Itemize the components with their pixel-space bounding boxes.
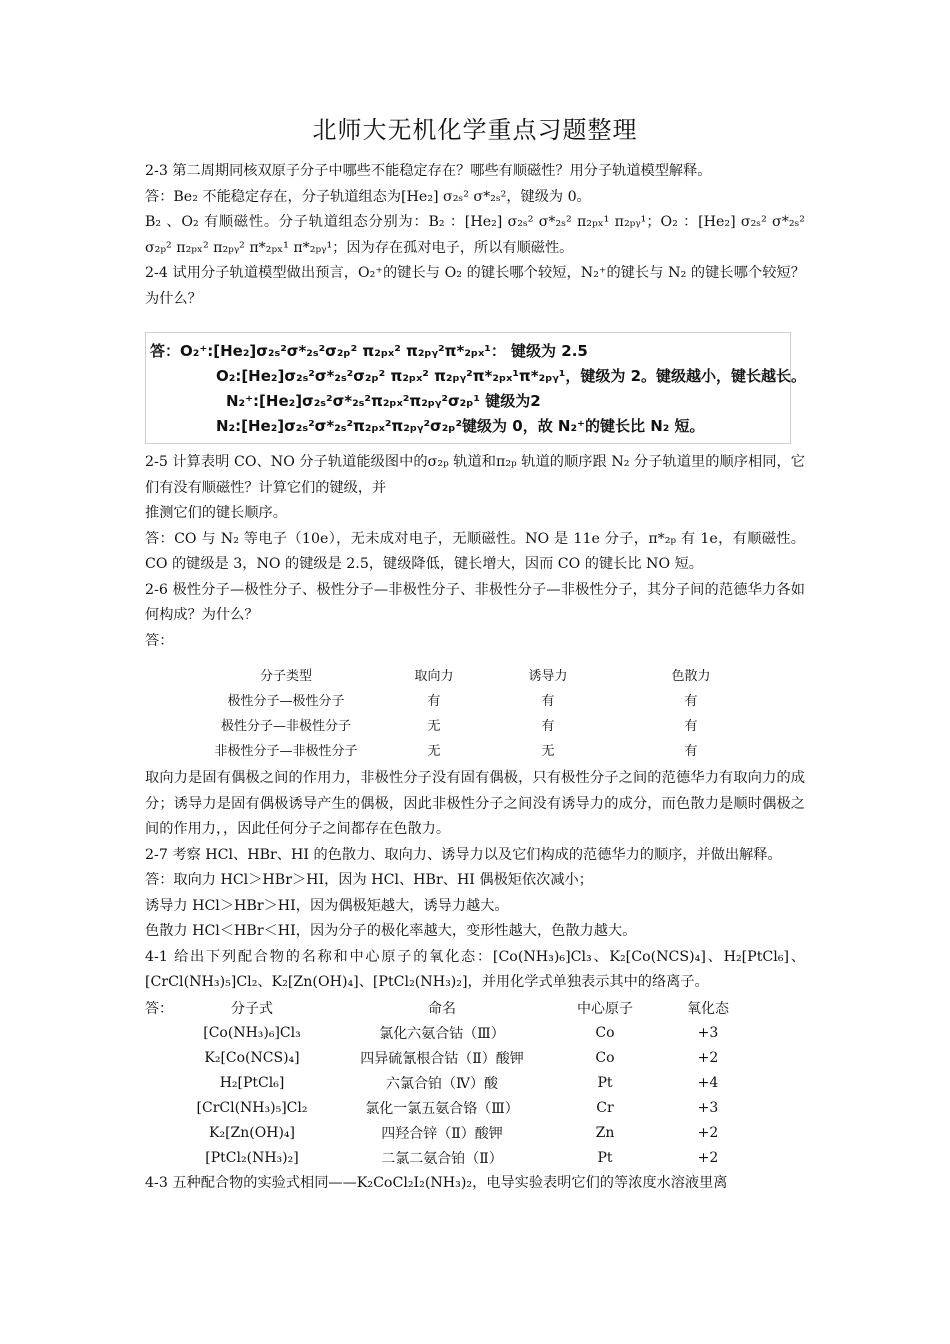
table-cell: K₂[Co(NCS)₄] [204, 1050, 300, 1066]
table-header: 色散力 [671, 669, 711, 684]
answer-box-line: O₂:[He₂]σ₂ₛ²σ*₂ₛ²σ₂ₚ² π₂ₚₓ² π₂ₚᵧ²π*₂ₚₓ¹π*₂ₚᵧ¹，键级为 2。键级越小，键长越长。 [216, 367, 807, 385]
table-cell: Pt [597, 1150, 613, 1166]
table-row [145, 1046, 763, 1071]
table-cell: 有 [684, 694, 698, 709]
table-cell: 有 [541, 694, 555, 709]
question-2-3: 2-3 第二周期同核双原子分子中哪些不能稳定存在？哪些有顺磁性？用分子轨道模型解释。 [145, 163, 712, 179]
table-cell: Co [595, 1050, 615, 1066]
answer-2-5: 答：CO 与 N₂ 等电子（10e），无未成对电子，无顺磁性。NO 是 11e 分子，π*₂ₚ 有 1e，有顺磁性。CO 的键级是 3，NO 的键级是 2.5，键级降低，键长增大，因而 CO 的键长比 NO 短。 [145, 530, 805, 572]
table-header: 分子类型 [259, 669, 312, 684]
table-cell: +3 [697, 1100, 719, 1116]
question-2-6: 2-6 极性分子—极性分子、极性分子—非极性分子、非极性分子—非极性分子，其分子间的范德华力各如何构成？为什么？ [145, 581, 805, 623]
table-cell: Co [595, 1025, 615, 1041]
table-row [145, 1146, 763, 1171]
complex-table [145, 996, 763, 1171]
table-cell: 极性分子—非极性分子 [220, 719, 351, 734]
table-cell: [PtCl₂(NH₃)₂] [205, 1150, 299, 1166]
table-cell: 四异硫氰根合钴（Ⅱ）酸钾 [360, 1051, 524, 1067]
table-cell: Pt [597, 1075, 613, 1091]
table-header-row [197, 662, 779, 687]
answer-box-line: 答：O₂⁺:[He₂]σ₂ₛ²σ*₂ₛ²σ₂ₚ² π₂ₚₓ² π₂ₚᵧ²π*₂ₚₓ¹： 键级为 2.5 [150, 342, 588, 360]
table-cell: 氯化一氯五氨合铬（Ⅲ） [365, 1101, 519, 1117]
table-cell: 有 [684, 744, 698, 759]
table-cell: 无 [541, 744, 555, 759]
table-cell: 无 [427, 719, 441, 734]
table-cell: 有 [427, 694, 441, 709]
table-row [145, 1096, 763, 1121]
table-row [145, 1071, 763, 1096]
table-header: 分子式 [231, 1001, 273, 1017]
table-cell: 非极性分子—非极性分子 [214, 744, 358, 759]
answer-box-line: N₂:[He₂]σ₂ₛ²σ*₂ₛ²π₂ₚₓ²π₂ₚᵧ²σ₂ₚ²键级为 0，故 N₂⁺的键长比 N₂ 短。 [216, 417, 705, 435]
table-row [197, 712, 779, 737]
table-header: 命名 [428, 1001, 456, 1017]
table-cell: Zn [595, 1125, 615, 1141]
table-header: 氧化态 [687, 1001, 729, 1017]
page-title: 北师大无机化学重点习题整理 [312, 116, 638, 144]
table-cell: Cr [596, 1100, 614, 1116]
answer-box-line: N₂⁺:[He₂]σ₂ₛ²σ*₂ₛ²π₂ₚₓ²π₂ₚᵧ²σ₂ₚ¹ 键级为2 [226, 392, 541, 410]
table-cell: 有 [541, 719, 555, 734]
answer-2-3-be2: 答：Be₂ 不能稳定存在，分子轨道组态为[He₂] σ₂ₛ² σ*₂ₛ²，键级为 0。 [145, 188, 591, 205]
table-cell: +3 [697, 1025, 719, 1041]
table-cell: H₂[PtCl₆] [219, 1075, 285, 1091]
question-2-5: 2-5 计算表明 CO、NO 分子轨道能级图中的σ₂ₚ 轨道和π₂ₚ 轨道的顺序跟 N₂ 分子轨道里的顺序相同，它们有没有顺磁性？计算它们的键级，并 [145, 454, 805, 496]
table-cell: 氯化六氨合钴（Ⅲ） [379, 1026, 505, 1042]
table-cell: 有 [684, 719, 698, 734]
question-4-1: 4-1 给出下列配合物的名称和中心原子的氧化态：[Co(NH₃)₆]Cl₃、K₂[Co(NCS)₄]、H₂[PtCl₆]、[CrCl(NH₃)₅]Cl₂、K₂[Zn(OH)₄]、[PtCl₂(NH₃)₂]，并用化学式单独表示其中的络离子。 [145, 948, 805, 990]
document-page [145, 110, 805, 1196]
table-header: 取向力 [414, 669, 454, 684]
table-cell: +2 [697, 1125, 719, 1141]
table-cell: [CrCl(NH₃)₅]Cl₂ [196, 1100, 308, 1116]
table-row [197, 737, 779, 762]
question-4-3: 4-3 五种配合物的实验式相同——K₂CoCl₂I₂(NH₃)₂，电导实验表明它们的等浓度水溶液里离 [145, 1174, 728, 1191]
answer-2-6-explanation: 取向力是固有偶极之间的作用力，非极性分子没有固有偶极，只有极性分子之间的范德华力有取向力的成分；诱导力是固有偶极诱导产生的偶极，因此非极性分子之间没有诱导力的成分，而色散力是顺时偶极之间的作用力，，因此任何分子之间都存在色散力。 [145, 770, 805, 837]
table-cell: 无 [427, 744, 441, 759]
question-2-5-cont: 推测它们的键长顺序。 [145, 505, 287, 521]
table-row [145, 1121, 763, 1146]
table-cell: +2 [697, 1150, 719, 1166]
table-cell: 二氯二氨合铂（Ⅱ） [381, 1151, 503, 1167]
table-cell: +2 [697, 1050, 719, 1066]
table-header: 诱导力 [528, 669, 568, 684]
table-cell: +4 [697, 1075, 719, 1091]
answer-label: 答： [145, 1001, 173, 1017]
question-2-4: 2-4 试用分子轨道模型做出预言，O₂⁺的键长与 O₂ 的键长哪个较短，N₂⁺的键长与 N₂ 的键长哪个较短？为什么？ [145, 265, 805, 307]
question-2-7: 2-7 考察 HCl、HBr、HI 的色散力、取向力、诱导力以及它们构成的范德华力的顺序，并做出解释。 [145, 846, 782, 863]
answer-2-4-image [145, 332, 807, 444]
answer-2-3-b2-o2: B₂ 、O₂ 有顺磁性。分子轨道组态分别为：B₂ ：[He₂] σ₂ₛ² σ*₂ₛ² π₂ₚₓ¹ π₂ₚᵧ¹；O₂ ：[He₂] σ₂ₛ² σ*₂ₛ² σ₂ₚ² π₂ₚₓ² π₂ₚᵧ² π*₂ₚₓ¹ π*₂ₚᵧ¹；因为存在孤对电子，所以有顺磁性。 [145, 214, 805, 256]
table-cell: 极性分子—极性分子 [227, 694, 345, 709]
answer-2-7-induction: 诱导力 HCl＞HBr＞HI，因为偶极矩越大，诱导力越大。 [145, 897, 509, 914]
force-table [197, 662, 779, 762]
answer-2-7-orientation: 答：取向力 HCl＞HBr＞HI，因为 HCl、HBr、HI 偶极矩依次减小； [145, 872, 593, 888]
table-header: 中心原子 [577, 1001, 633, 1017]
table-row [197, 687, 779, 712]
answer-2-7-dispersion: 色散力 HCl＜HBr＜HI，因为分子的极化率越大，变形性越大，色散力越大。 [145, 923, 637, 939]
table-row [145, 1021, 763, 1046]
table-cell: 六氯合铂（Ⅳ）酸 [386, 1076, 498, 1092]
table-cell: 四羟合锌（Ⅱ）酸钾 [381, 1126, 503, 1142]
table-cell: [Co(NH₃)₆]Cl₃ [203, 1025, 301, 1041]
table-cell: K₂[Zn(OH)₄] [209, 1125, 295, 1141]
table-header-row [145, 996, 763, 1021]
answer-2-6-label: 答： [145, 632, 174, 649]
